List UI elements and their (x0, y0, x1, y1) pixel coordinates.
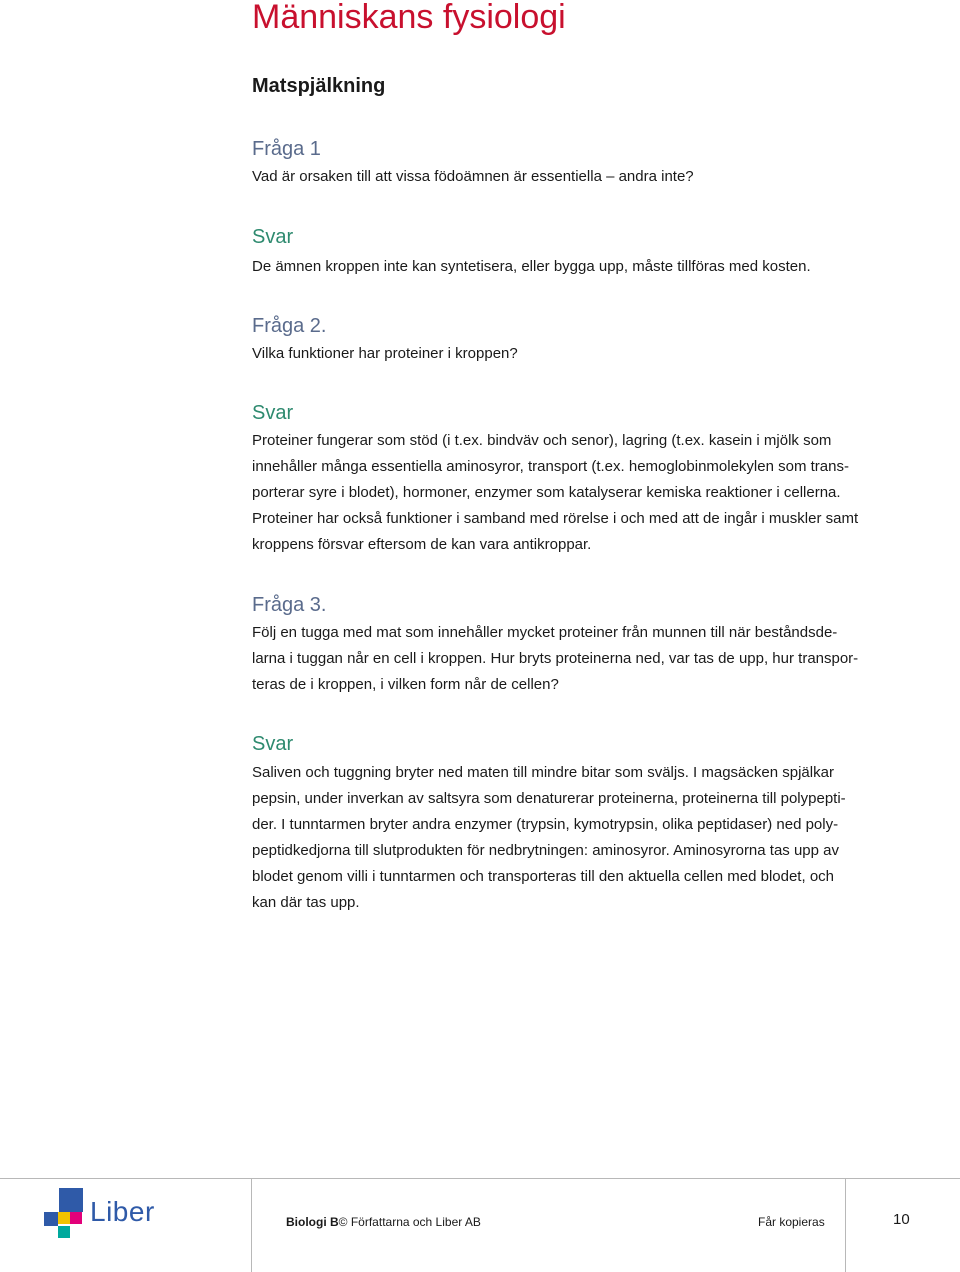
question-1-label: Fråga 1 (252, 138, 321, 160)
answer-2-line: porterar syre i blodet), hormoner, enzymer som katalyserar kemiska reaktioner i cellerna. (252, 484, 841, 501)
answer-2-line: kroppens försvar eftersom de kan vara antikroppar. (252, 536, 592, 553)
question-3-text (252, 620, 859, 698)
question-3-line: Följ en tugga med mat som innehåller mycket proteiner från munnen till när beståndsde- (252, 624, 838, 641)
answer-3-line: kan där tas upp. (252, 894, 360, 911)
answer-1-label: Svar (252, 226, 294, 248)
page-title: Människans fysiologi (252, 0, 566, 36)
answer-2-line: innehåller många essentiella aminosyror, transport (t.ex. hemoglobinmolekylen som trans- (252, 458, 849, 475)
question-2-text (252, 341, 852, 367)
answer-3-line: peptidkedjorna till slutprodukten för nedbrytningen: aminosyror. Aminosyrorna tas upp av (252, 842, 839, 859)
answer-2-text (252, 428, 859, 558)
answer-2-line: Proteiner har också funktioner i samband med rörelse i och med att de ingår i muskler samt (252, 510, 859, 527)
logo-square-icon (70, 1212, 82, 1224)
question-3-line: larna i tuggan når en cell i kroppen. Hur bryts proteinerna ned, var tas de upp, hur transpor- (252, 650, 859, 667)
answer-2-label: Svar (252, 402, 294, 424)
question-1-text (252, 164, 852, 190)
question-1-line: Vad är orsaken till att vissa födoämnen är essentiella – andra inte? (252, 168, 694, 185)
footer-column-divider (251, 1178, 252, 1272)
answer-3-line: blodet genom villi i tunntarmen och transporteras till den aktuella cellen med blodet, och (252, 868, 834, 885)
question-3-label: Fråga 3. (252, 594, 327, 616)
answer-3-label: Svar (252, 733, 294, 755)
copyright-text: © Författarna och Liber AB (338, 1215, 481, 1229)
answer-1-text (252, 254, 852, 280)
footer-divider (0, 1178, 960, 1179)
question-2-label: Fråga 2. (252, 315, 327, 337)
answer-3-text (252, 760, 852, 916)
book-title: Biologi B (286, 1215, 339, 1229)
liber-logo (44, 1188, 154, 1242)
answer-3-line: Saliven och tuggning bryter ned maten till mindre bitar som sväljs. I magsäcken spjälkar (252, 764, 834, 781)
answer-3-line: pepsin, under inverkan av saltsyra som denaturerar proteinerna, proteinerna till polypepti- (252, 790, 846, 807)
footer-credit (286, 1215, 481, 1229)
answer-1-line: De ämnen kroppen inte kan syntetisera, eller bygga upp, måste tillföras med kosten. (252, 258, 811, 275)
logo-square-icon (44, 1212, 58, 1226)
logo-square-icon (59, 1188, 83, 1212)
copy-permission: Får kopieras (758, 1215, 825, 1229)
footer-column-divider (845, 1178, 846, 1272)
page-number: 10 (893, 1211, 910, 1228)
logo-square-icon (58, 1226, 70, 1238)
question-3-line: teras de i kroppen, i vilken form når de cellen? (252, 676, 559, 693)
section-heading: Matspjälkning (252, 75, 386, 97)
logo-square-icon (58, 1212, 70, 1224)
question-2-line: Vilka funktioner har proteiner i kroppen? (252, 345, 518, 362)
logo-text: Liber (90, 1196, 155, 1227)
answer-3-line: der. I tunntarmen bryter andra enzymer (trypsin, kymotrypsin, olika peptidaser) ned poly- (252, 816, 839, 833)
answer-2-line: Proteiner fungerar som stöd (i t.ex. bindväv och senor), lagring (t.ex. kasein i mjölk som (252, 432, 832, 449)
